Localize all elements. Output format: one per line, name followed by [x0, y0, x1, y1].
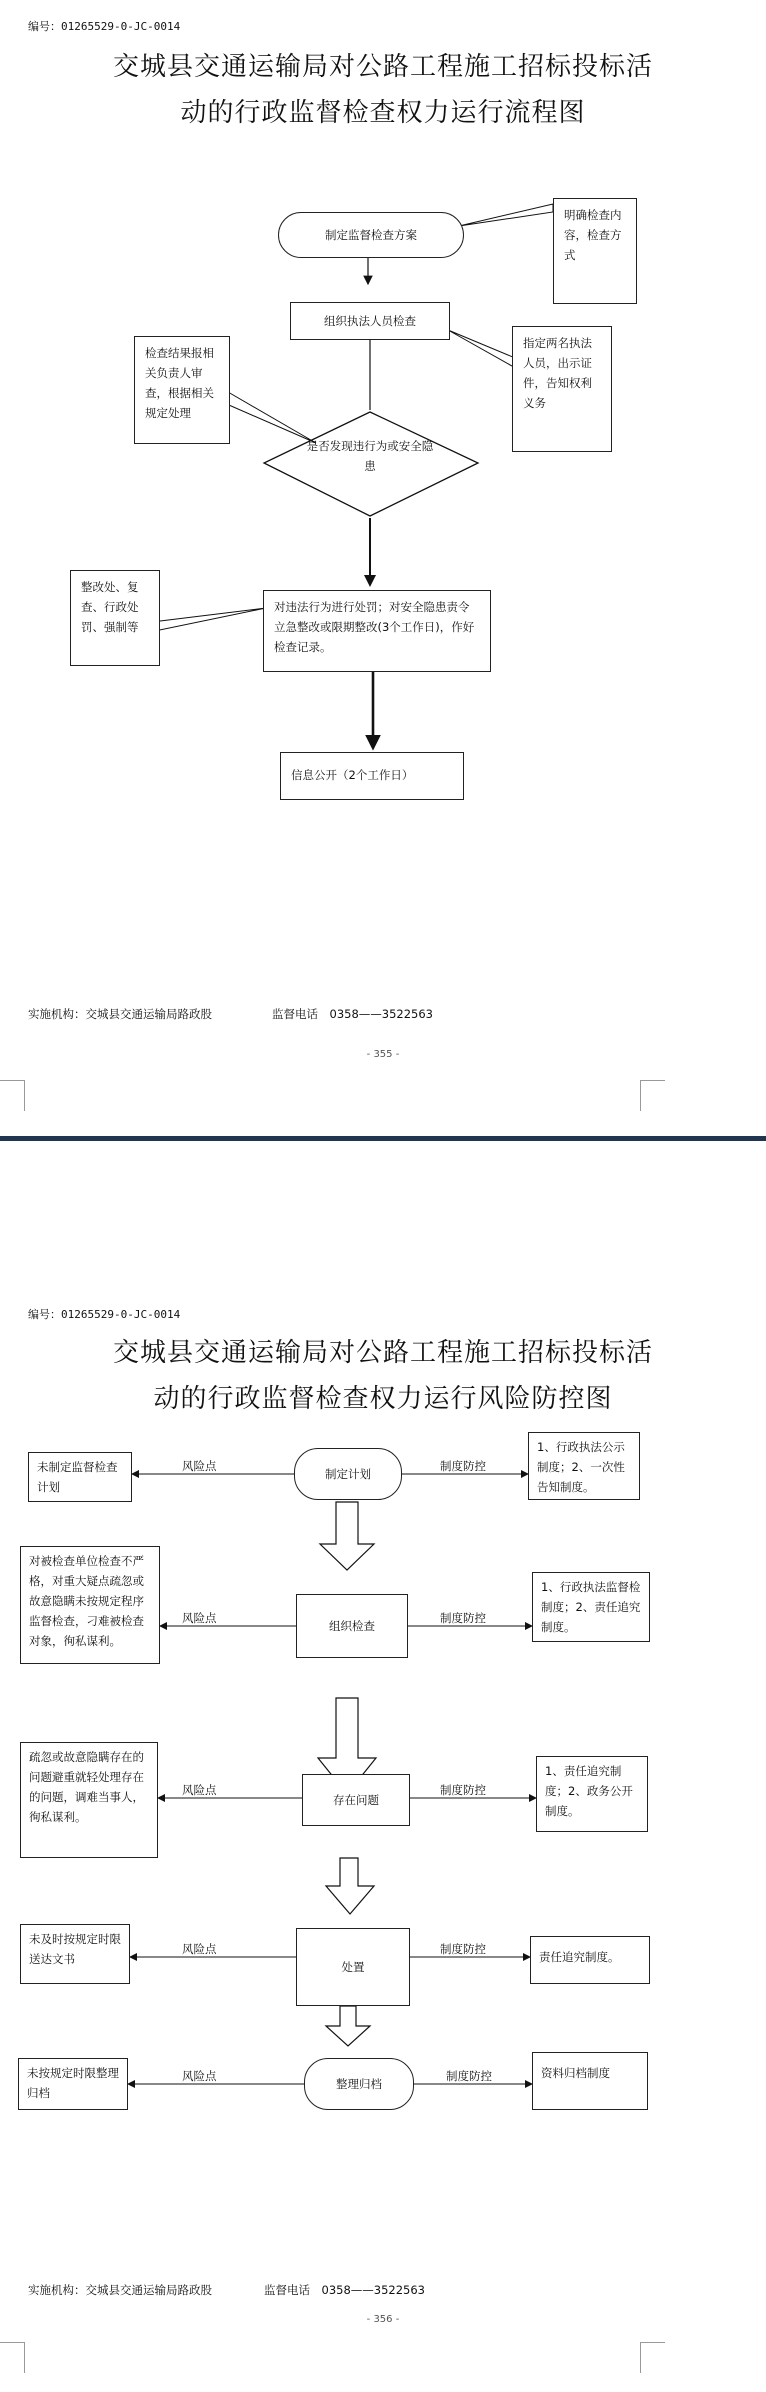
page-number: - 356 -	[366, 2314, 400, 2325]
step-node-4: 处置	[296, 1928, 410, 2006]
page-title-line-2: 动的行政监督检查权力运行风险防控图	[153, 1384, 613, 1414]
control-box-5: 资料归档制度	[532, 2052, 648, 2110]
flowchart-connectors	[0, 0, 766, 1126]
footer-agency: 实施机构：交城县交通运输局路政股	[28, 1007, 212, 1021]
plan-note: 明确检查内容，检查方式	[553, 198, 637, 304]
crop-mark-left	[0, 1080, 25, 1111]
decision-label: 是否发现违行为或安全隐患	[306, 439, 434, 473]
control-box-1: 1、行政执法公示制度；2、一次性告知制度。	[528, 1432, 640, 1500]
team-note: 指定两名执法人员，出示证件，告知权利义务	[512, 326, 612, 452]
crop-mark-left	[0, 2342, 25, 2373]
publish-node: 信息公开（2个工作日）	[280, 752, 464, 800]
page-title-line-2: 动的行政监督检查权力运行流程图	[180, 98, 586, 128]
page-title-line-1: 交城县交通运输局对公路工程施工招标投标活	[112, 52, 653, 82]
risk-box-1: 未制定监督检查计划	[28, 1452, 132, 1502]
risk-label-2: 风险点	[182, 1611, 217, 1625]
control-label-5: 制度防控	[446, 2069, 492, 2083]
crop-mark-right	[640, 1080, 665, 1111]
page-number: - 355 -	[366, 1049, 400, 1060]
page-flowchart	[0, 0, 766, 1126]
step-node-3: 存在问题	[302, 1774, 410, 1826]
risk-box-4: 未及时按规定时限送达文书	[20, 1924, 130, 1984]
risk-label-1: 风险点	[182, 1459, 217, 1473]
risk-box-3: 疏忽或故意隐瞒存在的问题避重就轻处理存在的问题，调难当事人，徇私谋利。	[20, 1742, 158, 1858]
page-title-line-1: 交城县交通运输局对公路工程施工招标投标活	[112, 1338, 653, 1368]
step-node-1: 制定计划	[294, 1448, 402, 1500]
footer-phone: 监督电话 0358——3522563	[272, 1007, 433, 1021]
block-arrow-1	[320, 1502, 374, 1570]
footer-agency: 实施机构：交城县交通运输局路政股	[28, 2283, 212, 2297]
control-label-3: 制度防控	[440, 1783, 486, 1797]
callout-action	[150, 608, 266, 632]
risk-label-4: 风险点	[182, 1942, 217, 1956]
control-label-1: 制度防控	[440, 1459, 486, 1473]
crop-mark-right	[640, 2342, 665, 2373]
document-code: 编号：01265529-0-JC-0014	[28, 20, 181, 33]
risk-label-3: 风险点	[182, 1783, 217, 1797]
plan-node: 制定监督检查方案	[278, 212, 464, 258]
result-note: 检查结果报相关负责人审查，根据相关规定处理	[134, 336, 230, 444]
block-arrow-4	[326, 2006, 370, 2046]
step-node-2: 组织检查	[296, 1594, 408, 1658]
control-box-4: 责任追究制度。	[530, 1936, 650, 1984]
step-node-5: 整理归档	[304, 2058, 414, 2110]
block-arrow-3	[326, 1858, 374, 1914]
callout-plan	[459, 204, 553, 226]
risk-box-2: 对被检查单位检查不严格，对重大疑点疏忽或故意隐瞒未按规定程序监督检查，刁难被检查对象，徇私谋利。	[20, 1546, 160, 1664]
callout-team	[448, 330, 520, 366]
callout-result	[222, 392, 316, 443]
team-node: 组织执法人员检查	[290, 302, 450, 340]
control-box-3: 1、责任追究制度；2、政务公开制度。	[536, 1756, 648, 1832]
control-box-2: 1、行政执法监督检制度；2、责任追究制度。	[532, 1572, 650, 1642]
risk-box-5: 未按规定时限整理归档	[18, 2058, 128, 2110]
action-note: 整改处、复查、行政处罚、强制等	[70, 570, 160, 666]
footer-phone: 监督电话 0358——3522563	[264, 2283, 425, 2297]
risk-label-5: 风险点	[182, 2069, 217, 2083]
control-label-2: 制度防控	[440, 1611, 486, 1625]
document-code: 编号：01265529-0-JC-0014	[28, 1308, 181, 1321]
page-risk-control	[0, 1146, 766, 2392]
control-label-4: 制度防控	[440, 1942, 486, 1956]
action-node: 对违法行为进行处罚；对安全隐患责令立急整改或限期整改(3个工作日)，作好检查记录。	[263, 590, 491, 672]
page-divider	[0, 1126, 766, 1146]
